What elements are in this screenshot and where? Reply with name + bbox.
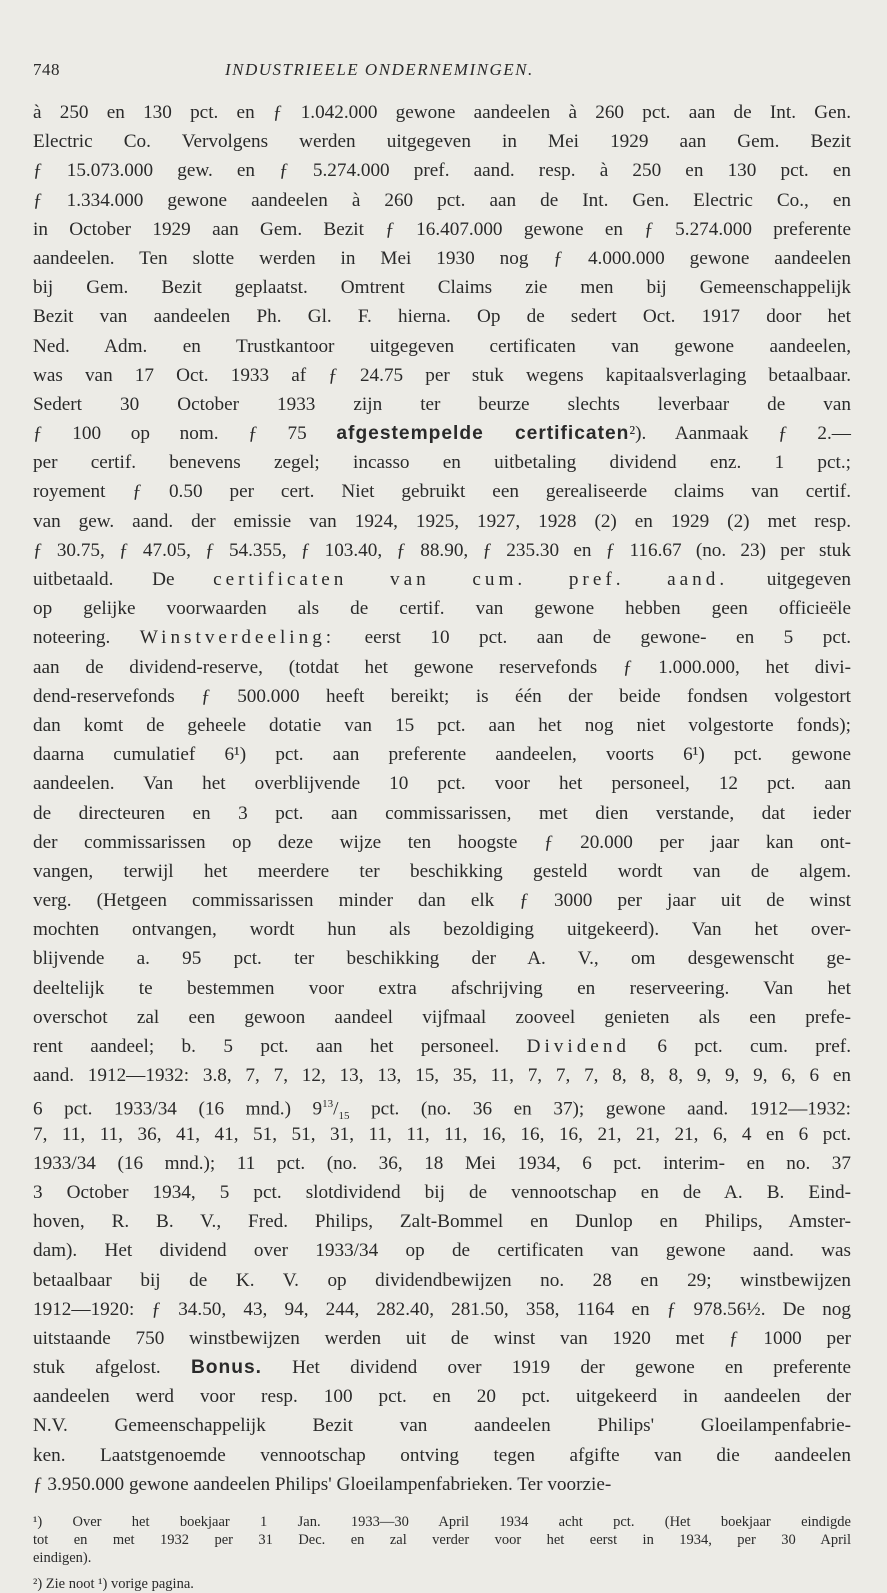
fraction-denominator: 15 <box>338 1110 350 1123</box>
text-line-winstverdeeling <box>33 623 851 652</box>
text-line: deeltelijk te bestemmen voor extra afschrijving en reserveering. Van het <box>33 977 851 999</box>
text-line: 1933/34 (16 mnd.); 11 pct. (no. 36, 18 Mei 1934, 6 pct. interim- en no. 37 <box>33 1152 851 1174</box>
page-number: 748 <box>33 60 60 79</box>
text-line: 3 October 1934, 5 pct. slotdividend bij de vennootschap en de A. B. Eind- <box>33 1181 851 1203</box>
line-segment: ƒ 100 op nom. ƒ 75 <box>33 423 337 445</box>
keyword-bonus: Bonus. <box>190 1357 262 1379</box>
text-line: royement ƒ 0.50 per cert. Niet gebruikt een gerealiseerde claims van certif. <box>33 481 851 503</box>
body-text <box>33 98 851 1499</box>
line-segment: eerst 10 pct. aan de gewone- en 5 pct. <box>335 627 851 649</box>
text-line-fraction <box>33 1090 851 1123</box>
text-line: van gew. aand. der emissie van 1924, 1925, 1927, 1928 (2) en 1929 (2) met resp. <box>33 510 851 532</box>
text-line: Ned. Adm. en Trustkantoor uitgegeven certificaten van gewone aandeelen, <box>33 335 851 357</box>
text-line: aandeelen. Van het overblijvende 10 pct. voor het personeel, 12 pct. aan <box>33 773 851 795</box>
line-segment: ²). Aanmaak ƒ 2.— <box>629 423 851 445</box>
text-line: ƒ 15.073.000 gew. en ƒ 5.274.000 pref. aand. resp. à 250 en 130 pct. en <box>33 160 851 182</box>
text-line: aandeelen. Ten slotte werden in Mei 1930 nog ƒ 4.000.000 gewone aandeelen <box>33 247 851 269</box>
line-segment: pct. (no. 36 en 37); gewone aand. 1912—1932: <box>349 1098 851 1120</box>
text-line-bonus <box>33 1353 851 1382</box>
text-line: daarna cumulatief 6¹) pct. aan preferente aandeelen, voorts 6¹) pct. gewone <box>33 744 851 766</box>
text-line: mochten ontvangen, wordt hun als bezoldiging uitgekeerd). Van het over- <box>33 919 851 941</box>
line-segment: Het dividend over 1919 der gewone en preferente <box>261 1357 851 1379</box>
text-line: ken. Laatstgenoemde vennootschap ontving tegen afgifte van die aandeelen <box>33 1444 851 1466</box>
text-line: Bezit van aandeelen Ph. Gl. F. hierna. Op de sedert Oct. 1917 door het <box>33 306 851 328</box>
text-line: in October 1929 aan Gem. Bezit ƒ 16.407.000 gewone en ƒ 5.274.000 preferente <box>33 218 851 240</box>
keyword-dividend: Dividend <box>526 1036 631 1057</box>
text-line: à 250 en 130 pct. en ƒ 1.042.000 gewone aandeelen à 260 pct. aan de Int. Gen. <box>33 102 851 123</box>
text-line: de directeuren en 3 pct. aan commissarissen, met dien verstande, dat ieder <box>33 802 851 824</box>
text-line: aand. 1912—1932: 3.8, 7, 7, 12, 13, 13, 15, 35, 11, 7, 7, 7, 8, 8, 8, 9, 9, 9, 6, 6 en <box>33 1065 851 1087</box>
line-segment: noteering. <box>33 627 140 649</box>
keyword-certificaten-cum-pref: certificaten van cum. pref. aand. <box>213 569 729 590</box>
text-line: aan de dividend-reserve, (totdat het gewone reservefonds ƒ 1.000.000, het divi- <box>33 656 851 678</box>
footnote-2: ²) Zie noot ¹) vorige pagina. <box>33 1576 194 1592</box>
keyword-winstverdeeling: Winstverdeeling: <box>139 627 336 649</box>
text-line: hoven, R. B. V., Fred. Philips, Zalt-Bommel en Dunlop en Philips, Amster- <box>33 1211 851 1233</box>
footnotes <box>33 1513 851 1593</box>
keyword-afgestempelde-certificaten: afgestempelde certificaten <box>336 423 630 445</box>
line-segment: uitbetaald. De <box>33 569 214 590</box>
text-line-cum-pref <box>33 565 851 594</box>
line-segment: 6 pct. cum. pref. <box>630 1036 851 1057</box>
text-line: ƒ 30.75, ƒ 47.05, ƒ 54.355, ƒ 103.40, ƒ 88.90, ƒ 235.30 en ƒ 116.67 (no. 23) per stuk <box>33 539 851 561</box>
text-line: vangen, terwijl het meerdere ter beschikking gesteld wordt van de algem. <box>33 860 851 882</box>
text-line: bij Gem. Bezit geplaatst. Omtrent Claims zie men bij Gemeenschappelijk <box>33 277 851 299</box>
text-line: ƒ 1.334.000 gewone aandeelen à 260 pct. aan de Int. Gen. Electric Co., en <box>33 189 851 211</box>
text-line: ƒ 3.950.000 gewone aandeelen Philips' Gloeilampenfabrieken. Ter voorzie- <box>33 1473 612 1495</box>
fraction-slash: / <box>333 1098 339 1120</box>
text-line: Sedert 30 October 1933 zijn ter beurze slechts leverbaar de van <box>33 393 851 415</box>
text-line: dam). Het dividend over 1933/34 op de certificaten van gewone aand. was <box>33 1240 851 1262</box>
text-line: uitstaande 750 winstbewijzen werden uit de winst van 1920 met ƒ 1000 per <box>33 1327 851 1349</box>
text-line: der commissarissen op deze wijze ten hoogste ƒ 20.000 per jaar kan ont- <box>33 831 851 853</box>
line-segment: stuk afgelost. <box>33 1357 191 1379</box>
text-line-afgestempelde <box>33 419 851 448</box>
text-line: dend-reservefonds ƒ 500.000 heeft bereikt; is één der beide fondsen volgestort <box>33 685 851 707</box>
fraction-numerator: 13 <box>322 1098 334 1111</box>
text-line: 7, 11, 11, 36, 41, 41, 51, 51, 31, 11, 11, 11, 16, 16, 16, 21, 21, 21, 6, 4 en 6 pct. <box>33 1123 851 1145</box>
text-line: was van 17 Oct. 1933 af ƒ 24.75 per stuk wegens kapitaalsverlaging betaalbaar. <box>33 364 851 386</box>
footnote-1-line: eindigen). <box>33 1550 92 1566</box>
text-line: blijvende a. 95 pct. ter beschikking der A. V., om desgewenscht ge- <box>33 948 851 970</box>
line-segment: 6 pct. 1933/34 (16 mnd.) 9 <box>33 1098 323 1120</box>
footnote-1-line: ¹) Over het boekjaar 1 Jan. 1933—30 April 1934 acht pct. (Het boekjaar eindigde <box>33 1514 851 1530</box>
text-line: aandeelen werd voor resp. 100 pct. en 20 pct. uitgekeerd in aandeelen der <box>33 1386 851 1408</box>
text-line: op gelijke voorwaarden als de certif. van gewone hebben geen officieële <box>33 598 851 620</box>
text-line-dividend <box>33 1032 851 1061</box>
text-line: 1912—1920: ƒ 34.50, 43, 94, 244, 282.40, 281.50, 358, 1164 en ƒ 978.56½. De nog <box>33 1298 851 1320</box>
text-line: N.V. Gemeenschappelijk Bezit van aandeelen Philips' Gloeilampenfabrie- <box>33 1415 851 1437</box>
text-line: betaalbaar bij de K. V. op dividendbewijzen no. 28 en 29; winstbewijzen <box>33 1269 851 1291</box>
footnote-spacer <box>33 1567 851 1575</box>
line-segment: uitgegeven <box>728 569 851 590</box>
footnote-1-line: tot en met 1932 per 31 Dec. en zal verder voor het eerst in 1934, per 30 April <box>33 1532 851 1548</box>
running-title: INDUSTRIEELE ONDERNEMINGEN. <box>225 60 534 79</box>
text-line: dan komt de geheele dotatie van 15 pct. aan het nog niet volgestorte fonds); <box>33 714 851 736</box>
page-header <box>33 52 851 82</box>
text-line: verg. (Hetgeen commissarissen minder dan elk ƒ 3000 per jaar uit de winst <box>33 890 851 912</box>
text-line: Electric Co. Vervolgens werden uitgegeven in Mei 1929 aan Gem. Bezit <box>33 131 851 153</box>
text-line: per certif. benevens zegel; incasso en uitbetaling dividend enz. 1 pct.; <box>33 452 851 474</box>
line-segment: rent aandeel; b. 5 pct. aan het personeel. <box>33 1036 527 1057</box>
text-line: overschot zal een gewoon aandeel vijfmaal zooveel genieten als een prefe- <box>33 1006 851 1028</box>
